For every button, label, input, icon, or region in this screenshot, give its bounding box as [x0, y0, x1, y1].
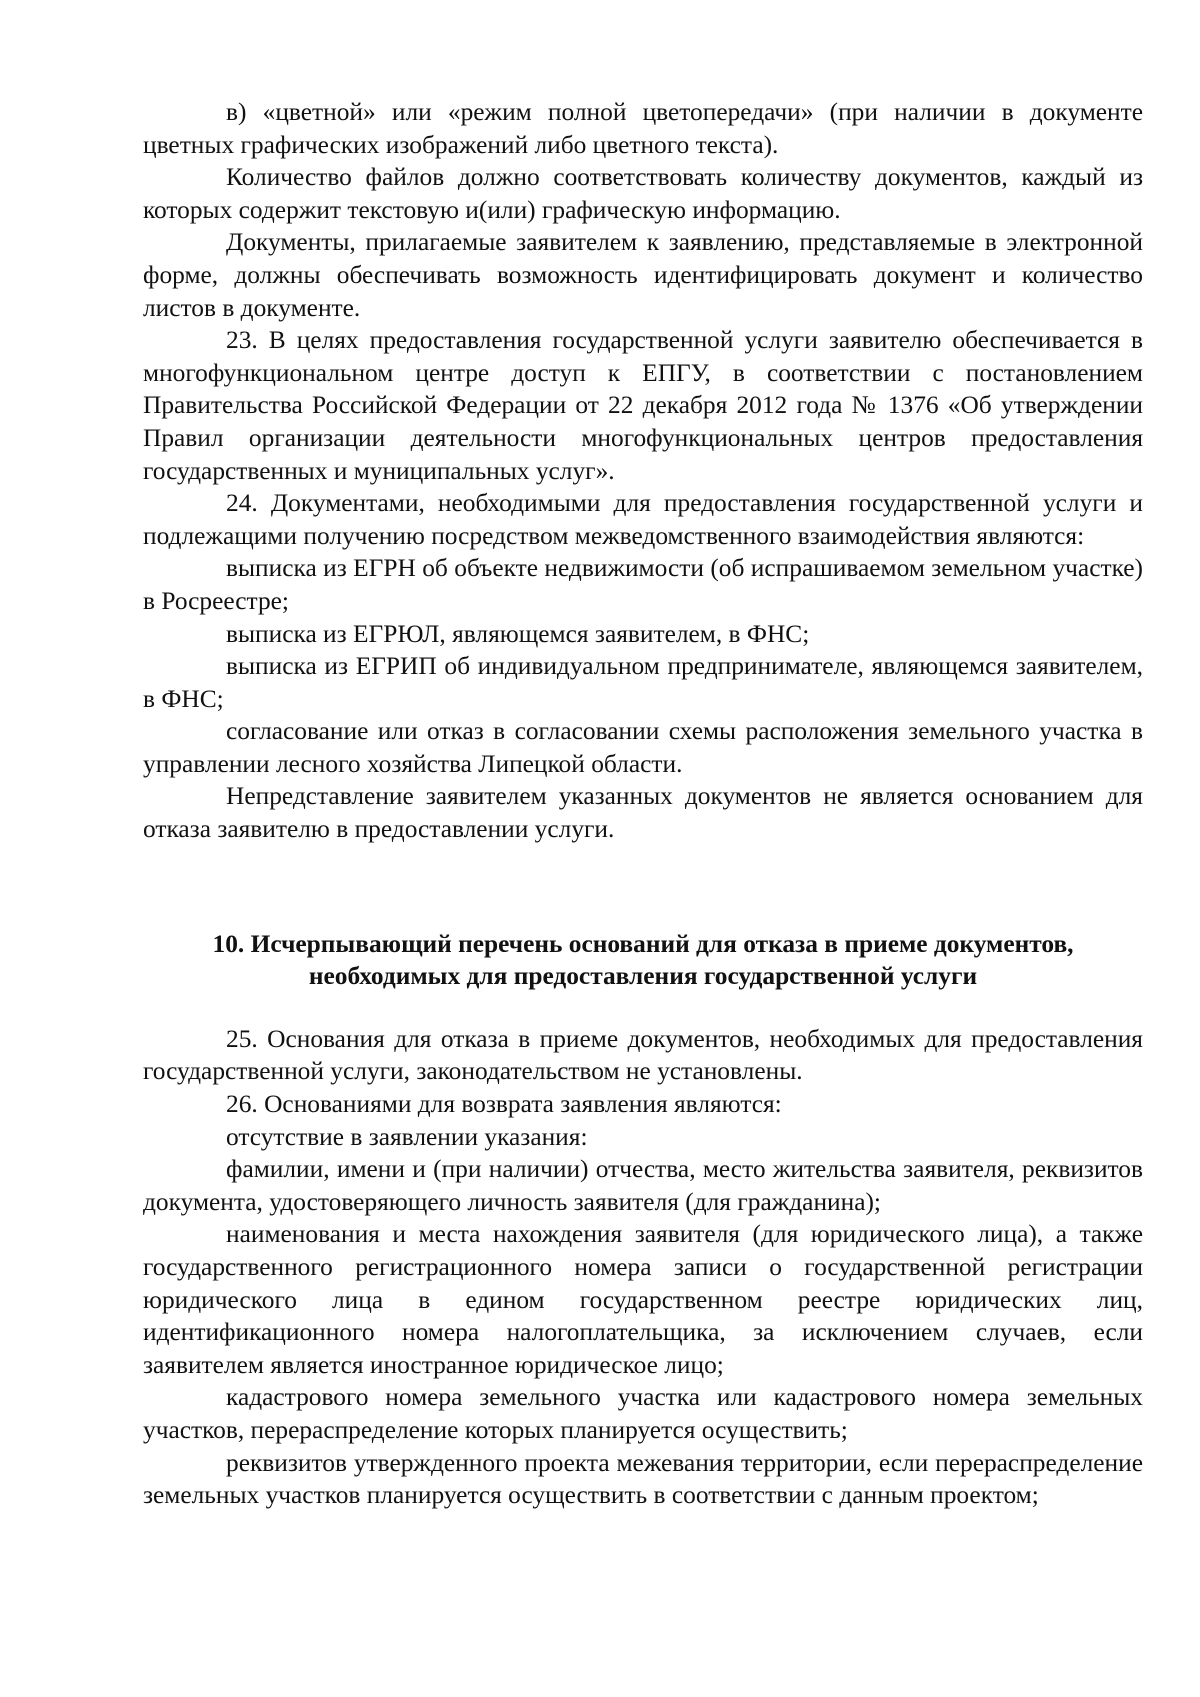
paragraph: в) «цветной» или «режим полной цветопередачи» (при наличии в документе цветных графических изображений либо цветного текста). — [143, 98, 1143, 159]
paragraph: Количество файлов должно соответствовать количеству документов, каждый из которых содержит текстовую и(или) графическую информацию. — [143, 163, 1143, 224]
section-heading-line1: 10. Исчерпывающий перечень оснований для отказа в приеме документов, — [212, 929, 1074, 958]
list-item: наименования и места нахождения заявителя (для юридического лица), а также государственного регистрационного номера записи о государственной регистрации юридического лица в едином государственном реестре юридических лиц, идентификационного номера налогоплательщика, за исключением случаев, если заявителем является иностранное юридическое лицо; — [143, 1220, 1143, 1379]
list-item: выписка из ЕГРН об объекте недвижимости (об испрашиваемом земельном участке) в Росреестре; — [143, 554, 1143, 615]
paragraph-clause-23: 23. В целях предоставления государственной услуги заявителю обеспечивается в многофункциональном центре доступ к ЕПГУ, в соответствии с постановлением Правительства Российской Федерации от 22 декабря 2012 года № 1376 «Об утверждении Правил организации деятельности многофункциональных центров предоставления государственных и муниципальных услуг». — [143, 326, 1143, 485]
section-spacer — [143, 846, 1143, 928]
section-spacer — [143, 993, 1143, 1023]
paragraph: Документы, прилагаемые заявителем к заявлению, представляемые в электронной форме, должны обеспечивать возможность идентифицировать документ и количество листов в документе. — [143, 228, 1143, 322]
list-item: выписка из ЕГРИП об индивидуальном предпринимателе, являющемся заявителем, в ФНС; — [143, 652, 1143, 713]
section-heading — [143, 928, 1143, 993]
list-item: фамилии, имени и (при наличии) отчества, место жительства заявителя, реквизитов документа, удостоверяющего личность заявителя (для гражданина); — [143, 1155, 1143, 1216]
list-item: выписка из ЕГРЮЛ, являющемся заявителем, в ФНС; — [226, 619, 810, 648]
list-item: согласование или отказ в согласовании схемы расположения земельного участка в управлении лесного хозяйства Липецкой области. — [143, 717, 1143, 778]
document-page — [143, 96, 1143, 1512]
list-item: реквизитов утвержденного проекта межевания территории, если перераспределение земельных участков планируется осуществить в соответствии с данным проектом; — [143, 1448, 1143, 1510]
list-item: отсутствие в заявлении указания: — [226, 1122, 588, 1151]
paragraph-clause-25: 25. Основания для отказа в приеме документов, необходимых для предоставления государственной услуги, законодательством не установлены. — [143, 1024, 1143, 1086]
section-heading-line2: необходимых для предоставления государственной услуги — [308, 962, 978, 991]
list-item: кадастрового номера земельного участка или кадастрового номера земельных участков, перераспределение которых планируется осуществить; — [143, 1383, 1143, 1444]
paragraph-clause-26: 26. Основаниями для возврата заявления являются: — [226, 1090, 782, 1119]
paragraph: Непредставление заявителем указанных документов не является основанием для отказа заявителю в предоставлении услуги. — [143, 782, 1143, 844]
paragraph-clause-24: 24. Документами, необходимыми для предоставления государственной услуги и подлежащими получению посредством межведомственного взаимодействия являются: — [143, 489, 1143, 550]
